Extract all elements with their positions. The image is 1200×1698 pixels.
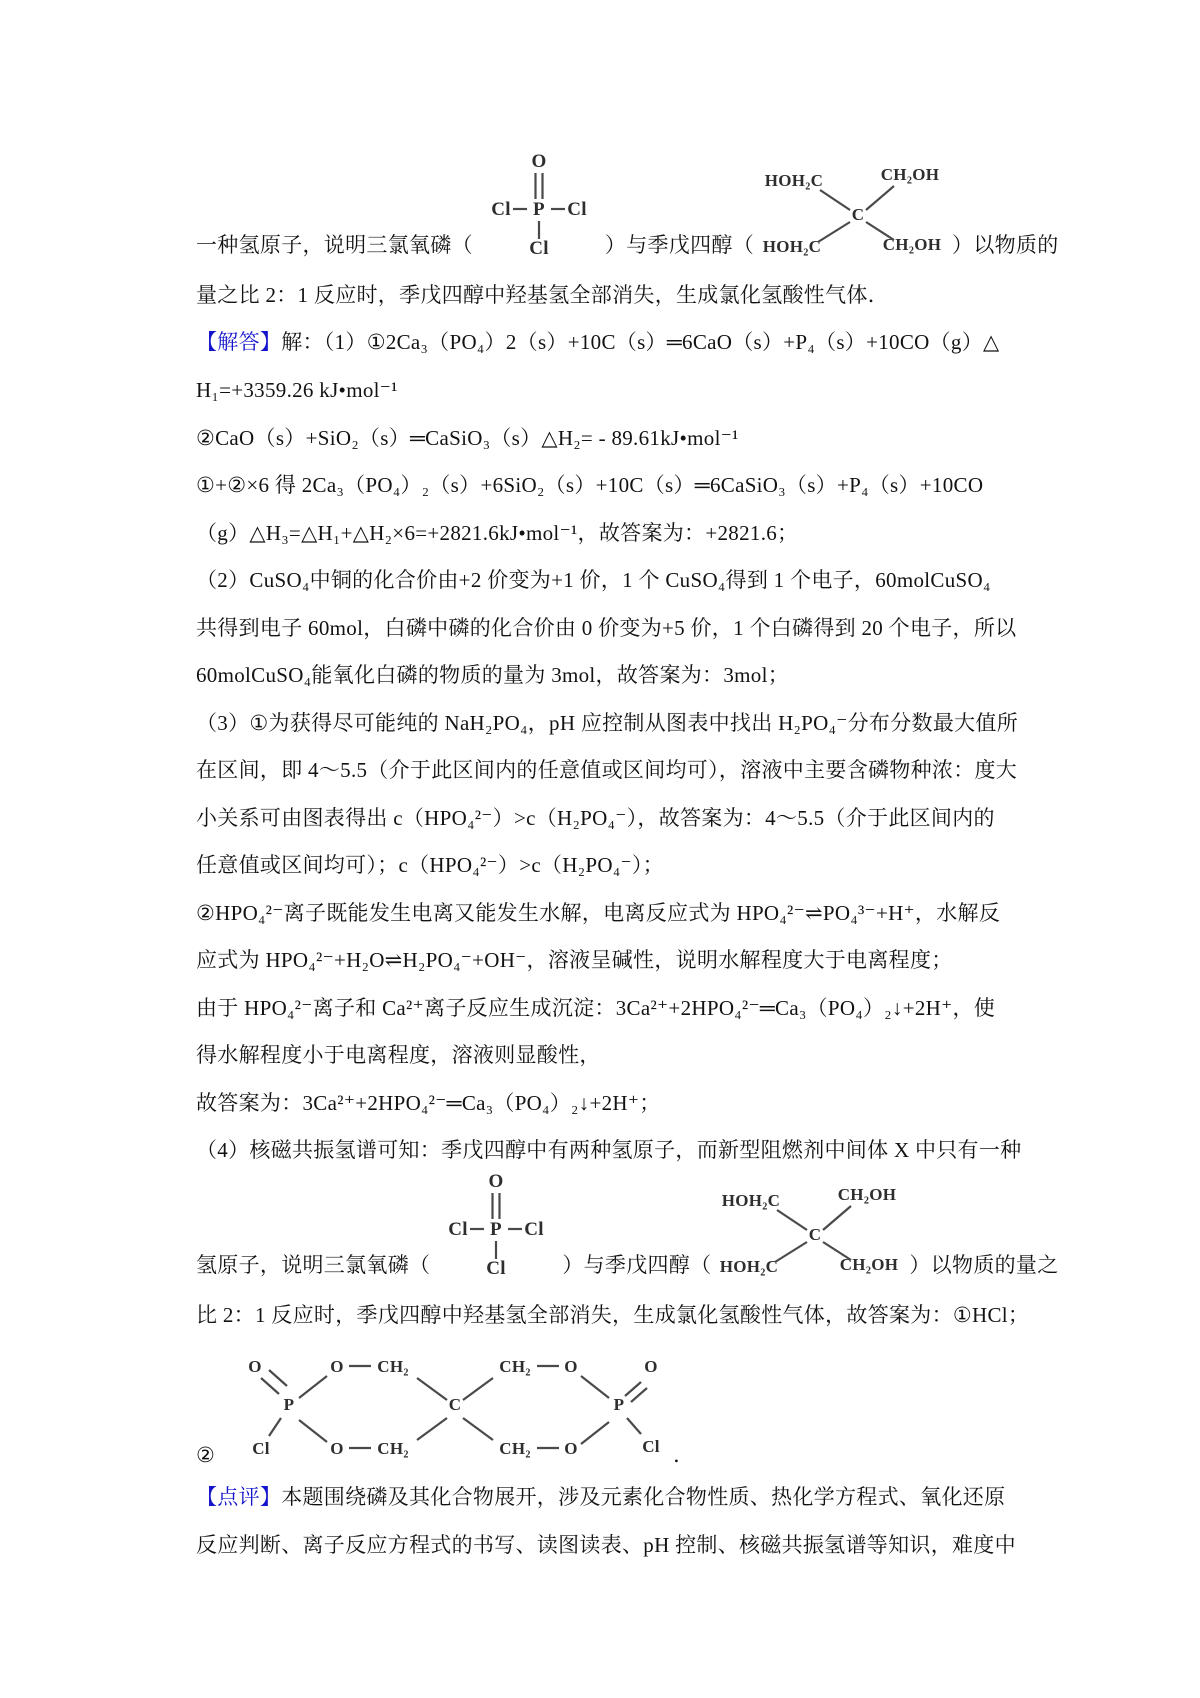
atom-p: P (532, 199, 545, 220)
line-text: （3）①为获得尽可能纯的 NaH₂PO₄，pH 应控制从图表中找出 H₂PO₄⁻分布分数最大值所 (196, 711, 1019, 735)
solution-line-7 (196, 509, 1046, 557)
line-text: （g）△H₃=△H₁+△H₂×6=+2821.6kJ•mol⁻¹，故答案为：+2821.6； (196, 521, 799, 545)
group-ch2oh-tr: CH₂OH (880, 165, 940, 184)
group-hoh2c-tl: HOH₂C (722, 1191, 781, 1210)
pocl3-structure-diagram (436, 1171, 556, 1276)
atom-cl-right: Cl (642, 1437, 660, 1456)
solution-line-5 (196, 414, 1046, 462)
line-text: （4）核磁共振氢谱可知：季戊四醇中有两种氢原子，而新型阻燃剂中间体 X 中只有一种 (196, 1138, 1022, 1162)
comment-line-1 (196, 1473, 1046, 1521)
line-text: 得水解程度小于电离程度，溶液则显酸性， (196, 1043, 601, 1067)
atom-p-right: P (613, 1395, 625, 1414)
group-ch2oh-br: CH₂OH (882, 235, 942, 254)
solution-line-9 (196, 604, 1046, 652)
atom-c-center: C (809, 1225, 822, 1244)
atom-cl-bottom: Cl (529, 238, 549, 256)
solution-line-4 (196, 366, 1046, 414)
line-text: 60molCuSO₄能氧化白磷的物质的量为 3mol，故答案为：3mol； (196, 663, 790, 687)
atom-cl-right: Cl (567, 199, 587, 220)
line21-text-b: ）与季戊四醇（ (562, 1253, 712, 1277)
atom-o-bottom-left: O (330, 1439, 344, 1458)
group-ch2-top-right: CH₂ (499, 1357, 531, 1376)
answer-tag: 【解答】 (196, 330, 282, 354)
atom-c-center: C (851, 205, 865, 224)
pocl3-structure-diagram (479, 151, 599, 256)
atom-o: O (488, 1171, 504, 1192)
sentence-period: ． (673, 1443, 695, 1467)
line21-text-a: 氢原子，说明三氯氧磷（ (196, 1253, 431, 1277)
solution-line-13 (196, 794, 1046, 842)
solution-line-3 (196, 318, 1046, 366)
group-hoh2c-tl: HOH₂C (764, 171, 824, 190)
circled-2-label: ② (196, 1443, 216, 1467)
atom-cl-left: Cl (252, 1439, 270, 1458)
line-text: （2）CuSO₄中铜的化合价由+2 价变为+1 价，1 个 CuSO₄得到 1 个电子，60molCuSO₄ (196, 568, 991, 592)
solution-line-12 (196, 746, 1046, 794)
atom-cl-left: Cl (448, 1219, 469, 1240)
line-text: ②HPO₄²⁻离子既能发生电离又能发生水解，电离反应式为 HPO₄²⁻⇌PO₄³⁻+H⁺，水解反 (196, 901, 1001, 925)
group-ch2oh-br: CH₂OH (840, 1255, 899, 1274)
pentaerythritol-structure-diagram (715, 1178, 905, 1278)
solution-line-22 (196, 1291, 1046, 1339)
pentaerythritol-structure-diagram (758, 158, 948, 258)
solution-line-10 (196, 651, 1046, 699)
line-text: 本题围绕磷及其化合物展开，涉及元素化合物性质、热化学方程式、氧化还原 (281, 1485, 1006, 1509)
solution-line-14 (196, 841, 1046, 889)
atom-o: O (531, 151, 547, 172)
line-text: 反应判断、离子反应方程式的书写、读图读表、pH 控制、核磁共振氢谱等知识，难度中 (196, 1533, 1016, 1557)
comment-tag: 【点评】 (196, 1485, 282, 1509)
solution-line-21 (196, 1168, 1059, 1280)
solution-line-8 (196, 556, 1046, 604)
atom-cl-right: Cl (524, 1219, 545, 1240)
line-text: ①+②×6 得 2Ca₃（PO₄）₂（s）+6SiO₂（s）+10C（s）═6CaSiO₃（s）+P₄（s）+10CO (196, 473, 984, 497)
solution-line-1 (196, 150, 1059, 260)
line21-text-c: ）以物质的量之 (909, 1253, 1059, 1277)
line-text: H₁=+3359.26 kJ•mol⁻¹ (196, 378, 398, 402)
group-hoh2c-bl: HOH₂C (762, 237, 822, 256)
line-text: 故答案为：3Ca²⁺+2HPO₄²⁻═Ca₃（PO₄）₂↓+2H⁺； (196, 1091, 661, 1115)
solution-line-20 (196, 1126, 1046, 1174)
line-text: ②CaO（s）+SiO₂（s）═CaSiO₃（s）△H₂= - 89.61kJ•mol⁻¹ (196, 426, 739, 450)
line-text: 应式为 HPO₄²⁻+H₂O⇌H₂PO₄⁻+OH⁻，溶液呈碱性，说明水解程度大于电离程度； (196, 948, 953, 972)
atom-cl-bottom: Cl (486, 1258, 507, 1276)
line-text: 量之比 2：1 反应时，季戊四醇中羟基氢全部消失，生成氯化氢酸性气体． (196, 283, 889, 307)
atom-o-top-left: O (330, 1357, 344, 1376)
comment-line-2 (196, 1521, 1046, 1569)
line-text: 在区间，即 4～5.5（介于此区间内的任意值或区间均可），溶液中主要含磷物种浓：度大 (196, 758, 1018, 782)
group-hoh2c-bl: HOH₂C (720, 1257, 779, 1276)
atom-p: P (490, 1219, 503, 1240)
atom-c-center: C (448, 1395, 462, 1414)
group-ch2oh-tr: CH₂OH (838, 1185, 897, 1204)
group-ch2-bottom-right: CH₂ (499, 1439, 531, 1458)
solution-line-2 (196, 271, 1046, 319)
line-text: 任意值或区间均可）；c（HPO₄²⁻）>c（H₂PO₄⁻）； (196, 853, 664, 877)
spiro-phosphate-structure-diagram (225, 1342, 665, 1470)
solution-line-18 (196, 1031, 1046, 1079)
atom-o-bottom-right: O (564, 1439, 578, 1458)
atom-o-top-right: O (564, 1357, 578, 1376)
line1-text-a: 一种氢原子，说明三氯氧磷（ (196, 233, 473, 257)
atom-cl-left: Cl (491, 199, 511, 220)
line-text: 比 2：1 反应时，季戊四醇中羟基氢全部消失，生成氯化氢酸性气体，故答案为：①HCl； (196, 1303, 1030, 1327)
solution-line-15 (196, 889, 1046, 937)
line-text: 由于 HPO₄²⁻离子和 Ca²⁺离子反应生成沉淀：3Ca²⁺+2HPO₄²⁻═Ca₃（PO₄）₂↓+2H⁺，使 (196, 996, 996, 1020)
solution-line-17 (196, 984, 1046, 1032)
solution-line-11 (196, 699, 1046, 747)
line1-text-c: ）以物质的 (952, 233, 1059, 257)
line-text: 小关系可由图表得出 c（HPO₄²⁻）>c（H₂PO₄⁻），故答案为：4～5.5（介于此区间内的 (196, 806, 995, 830)
line-text: 解：（1）①2Ca₃（PO₄）2（s）+10C（s）═6CaO（s）+P₄（s）+10CO（g）△ (281, 330, 1000, 354)
group-ch2-top-left: CH₂ (377, 1357, 409, 1376)
line-text: 共得到电子 60mol，白磷中磷的化合价由 0 价变为+5 价，1 个白磷得到 20 个电子，所以 (196, 616, 1017, 640)
atom-o-right: O (644, 1357, 658, 1376)
solution-line-23 (196, 1338, 1046, 1470)
solution-line-19 (196, 1079, 1046, 1127)
group-ch2-bottom-left: CH₂ (377, 1439, 409, 1458)
atom-p-left: P (283, 1395, 295, 1414)
line1-text-b: ）与季戊四醇（ (604, 233, 755, 257)
atom-o-left: O (248, 1357, 262, 1376)
solution-line-16 (196, 936, 1046, 984)
solution-line-6 (196, 461, 1046, 509)
